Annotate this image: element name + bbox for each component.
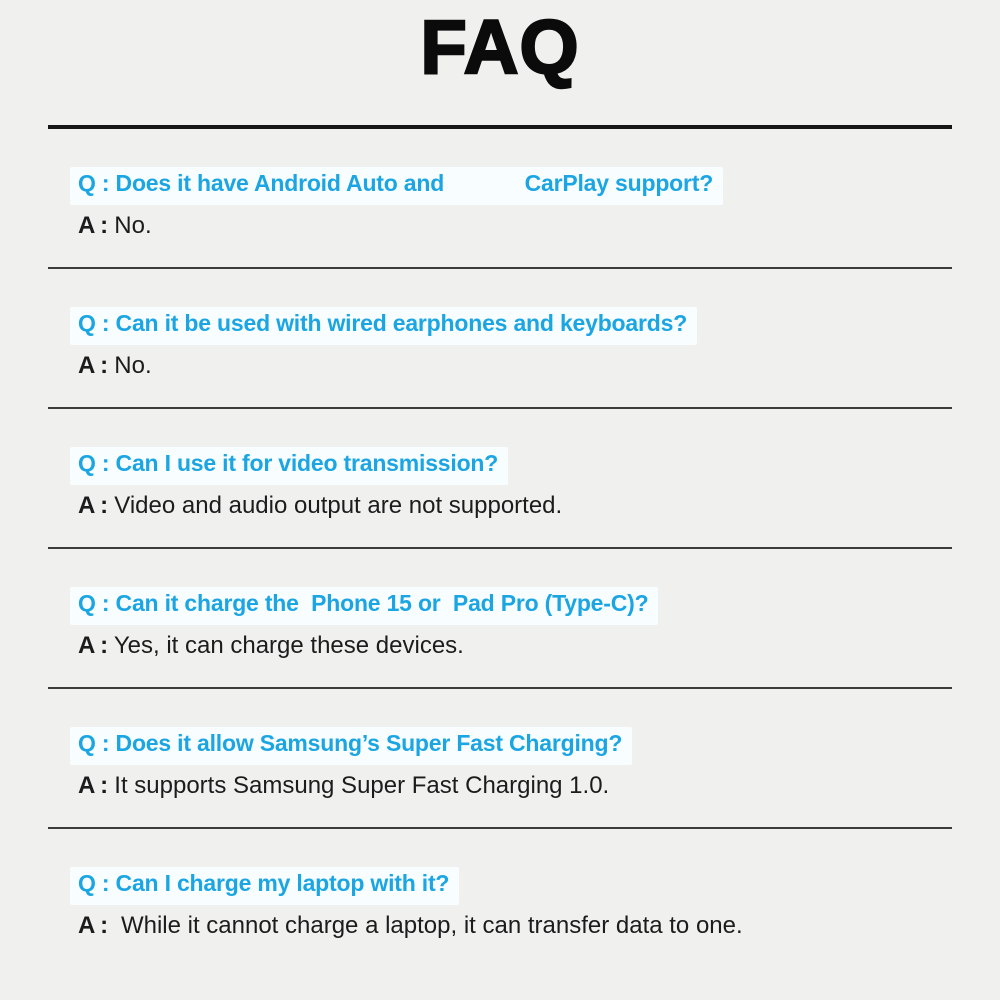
answer-row xyxy=(78,492,952,520)
question-row xyxy=(78,167,952,205)
question-highlight xyxy=(70,307,697,345)
page-title: FAQ xyxy=(420,5,580,90)
answer-row xyxy=(78,212,952,240)
answer-label: A : xyxy=(78,632,108,659)
question-highlight xyxy=(70,587,658,625)
answer-row xyxy=(78,772,952,800)
answer-text: While it cannot charge a laptop, it can transfer data to one. xyxy=(107,912,743,939)
answer-label: A : xyxy=(78,352,108,379)
faq-item xyxy=(48,549,952,689)
answer-text: It supports Samsung Super Fast Charging 1.0. xyxy=(107,772,610,799)
question-row xyxy=(78,447,952,485)
faq-item xyxy=(48,269,952,409)
answer-label: A : xyxy=(78,912,108,939)
question-text: Q : Can I use it for video transmission? xyxy=(78,450,499,476)
answer-label: A : xyxy=(78,772,108,799)
question-highlight xyxy=(70,167,723,205)
answer-row xyxy=(78,632,952,660)
question-text: Q : Does it have Android Auto and CarPlay support? xyxy=(78,170,714,196)
answer-text: No. xyxy=(107,352,152,379)
question-text: Q : Can it charge the Phone 15 or Pad Pro (Type-C)? xyxy=(78,590,649,616)
question-row xyxy=(78,587,952,625)
faq-item xyxy=(48,129,952,269)
answer-row xyxy=(78,352,952,380)
question-highlight xyxy=(70,447,508,485)
answer-text: No. xyxy=(107,212,152,239)
faq-item xyxy=(48,409,952,549)
answer-label: A : xyxy=(78,492,108,519)
question-text: Q : Can it be used with wired earphones and keyboards? xyxy=(78,310,688,336)
question-highlight xyxy=(70,727,632,765)
answer-text: Yes, it can charge these devices. xyxy=(107,632,464,659)
question-highlight xyxy=(70,867,459,905)
question-text: Q : Can I charge my laptop with it? xyxy=(78,870,450,896)
question-row xyxy=(78,727,952,765)
faq-item xyxy=(48,829,952,969)
question-row xyxy=(78,867,952,905)
question-row xyxy=(78,307,952,345)
faq-item xyxy=(48,689,952,829)
answer-row xyxy=(78,912,952,940)
question-text: Q : Does it allow Samsung’s Super Fast Charging? xyxy=(78,730,623,756)
answer-text: Video and audio output are not supported. xyxy=(107,492,563,519)
answer-label: A : xyxy=(78,212,108,239)
faq-section xyxy=(48,125,952,969)
